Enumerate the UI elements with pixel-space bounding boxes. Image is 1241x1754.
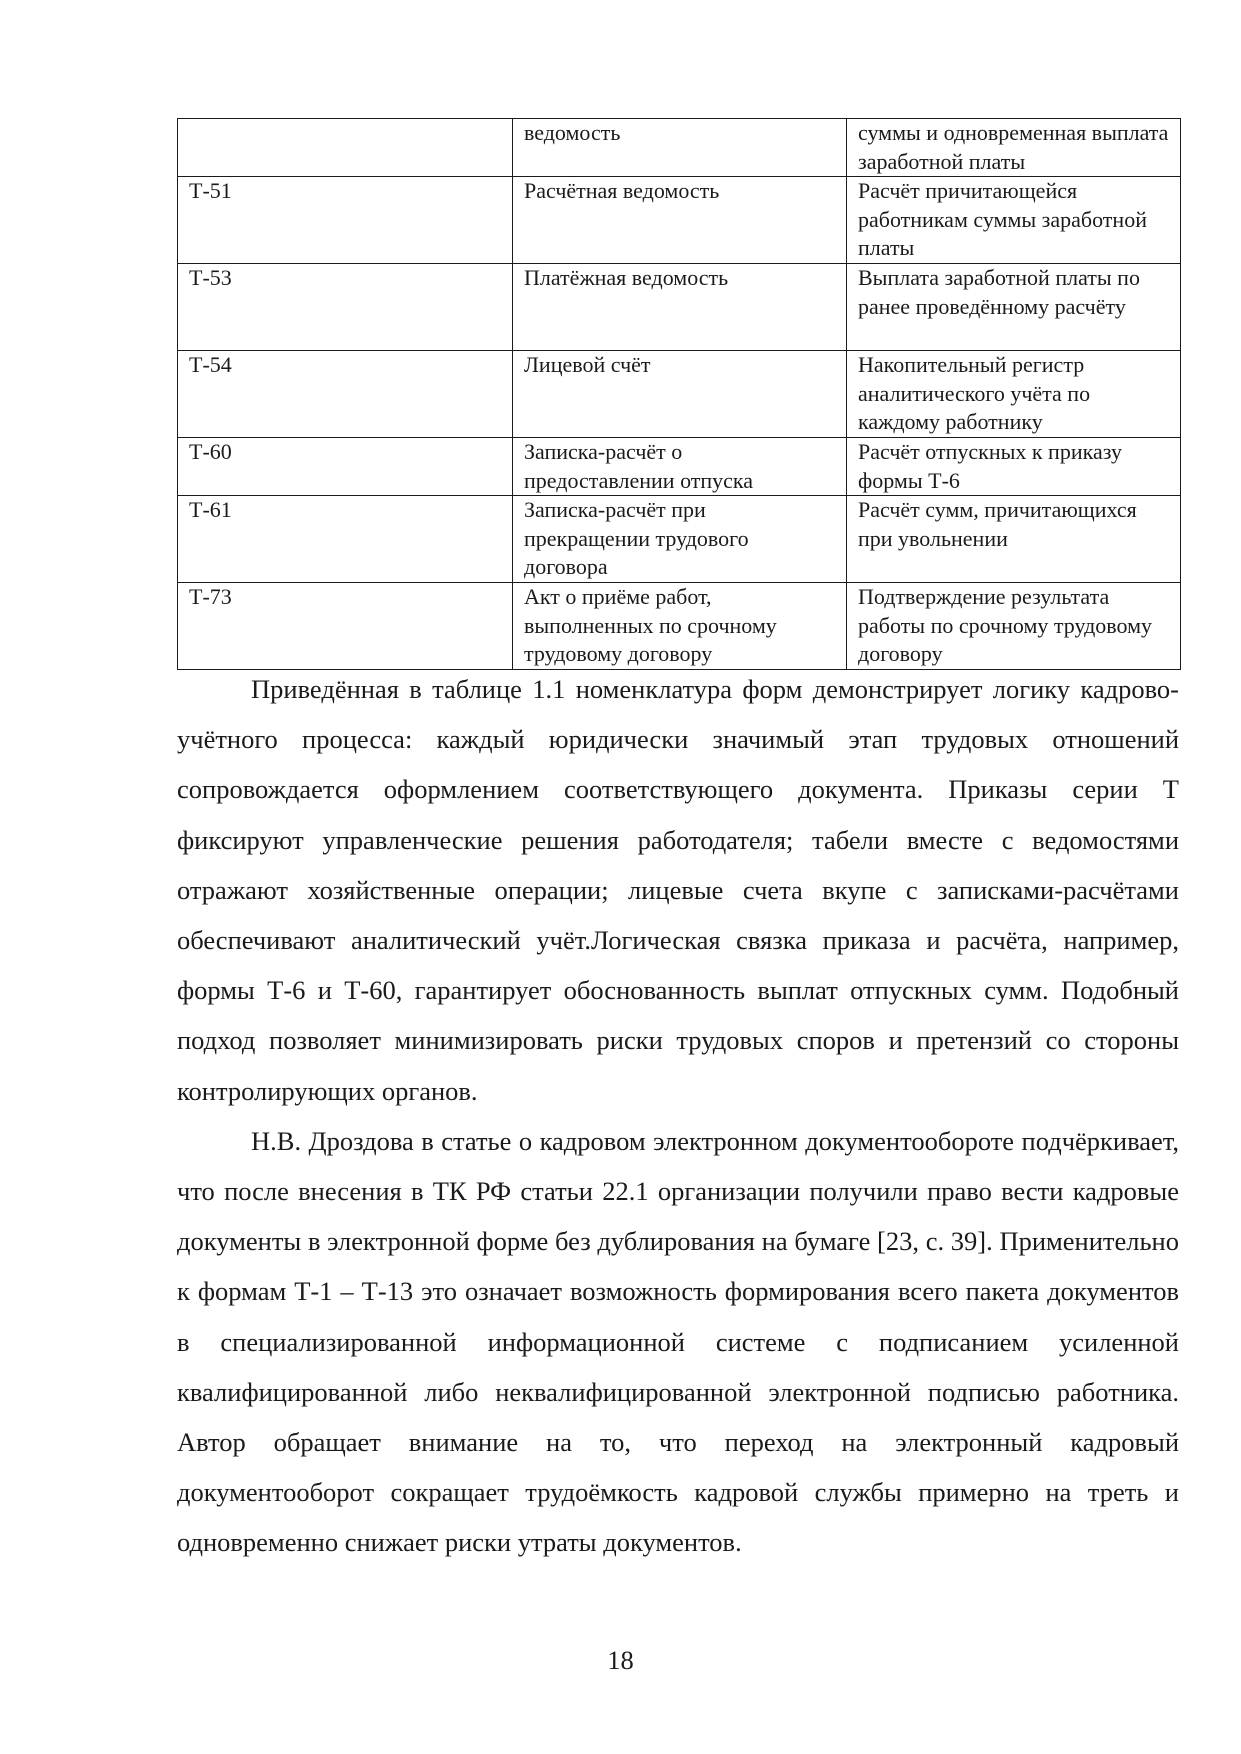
table-row: [178, 351, 1181, 438]
form-purpose-cell: Расчёт отпускных к приказу формы Т-6: [847, 438, 1181, 496]
form-code-cell: [178, 119, 513, 177]
form-name-cell: Лицевой счёт: [513, 351, 847, 438]
form-code-cell: Т-61: [178, 496, 513, 583]
table-row: [178, 496, 1181, 583]
form-purpose-cell: Выплата заработной платы по ранее проведённому расчёту: [847, 264, 1181, 351]
table-row: [178, 177, 1181, 264]
form-purpose-cell: Расчёт сумм, причитающихся при увольнении: [847, 496, 1181, 583]
form-code-cell: Т-51: [178, 177, 513, 264]
table-row: [178, 583, 1181, 670]
paragraph: Приведённая в таблице 1.1 номенклатура форм демонстрирует логику кадрово-учётного процесса: каждый юридически значимый этап трудовых отношений сопровождается оформлением соответствующего документа. Приказы серии Т фиксируют управленческие решения работодателя; табели вместе с ведомостями отражают хозяйственные операции; лицевые счета вкупе с записками-расчётами обеспечивают аналитический учёт.Логическая связка приказа и расчёта, например, формы Т-6 и Т-60, гарантирует обоснованность выплат отпускных сумм. Подобный подход позволяет минимизировать риски трудовых споров и претензий со стороны контролирующих органов.: [177, 674, 1179, 1106]
form-code-cell: Т-54: [178, 351, 513, 438]
form-code-cell: Т-53: [178, 264, 513, 351]
form-code-cell: Т-60: [178, 438, 513, 496]
forms-table: [177, 118, 1181, 670]
form-name-cell: Записка-расчёт при прекращении трудового договора: [513, 496, 847, 583]
table-row: [178, 264, 1181, 351]
form-purpose-cell: Накопительный регистр аналитического учёта по каждому работнику: [847, 351, 1181, 438]
form-purpose-cell: Расчёт причитающейся работникам суммы заработной платы: [847, 177, 1181, 264]
form-purpose-cell: суммы и одновременная выплата заработной платы: [847, 119, 1181, 177]
form-name-cell: Платёжная ведомость: [513, 264, 847, 351]
form-purpose-cell: Подтверждение результата работы по срочному трудовому договору: [847, 583, 1181, 670]
paragraph: Н.В. Дроздова в статье о кадровом электронном документообороте подчёркивает, что после внесения в ТК РФ статьи 22.1 организации получили право вести кадровые документы в электронной форме без дублирования на бумаге [23, с. 39]. Применительно к формам Т-1 – Т-13 это означает возможность формирования всего пакета документов в специализированной информационной системе с подписанием усиленной квалифицированной либо неквалифицированной электронной подписью работника. Автор обращает внимание на то, что переход на электронный кадровый документооборот сокращает трудоёмкость кадровой службы примерно на треть и одновременно снижает риски утраты документов.: [177, 1125, 1179, 1558]
body-text: [177, 664, 1179, 1568]
form-name-cell: Записка-расчёт о предоставлении отпуска: [513, 438, 847, 496]
table-row: [178, 119, 1181, 177]
table-row: [178, 438, 1181, 496]
form-code-cell: Т-73: [178, 583, 513, 670]
form-name-cell: ведомость: [513, 119, 847, 177]
form-name-cell: Расчётная ведомость: [513, 177, 847, 264]
form-name-cell: Акт о приёме работ, выполненных по срочному трудовому договору: [513, 583, 847, 670]
page-number: 18: [607, 1645, 634, 1675]
